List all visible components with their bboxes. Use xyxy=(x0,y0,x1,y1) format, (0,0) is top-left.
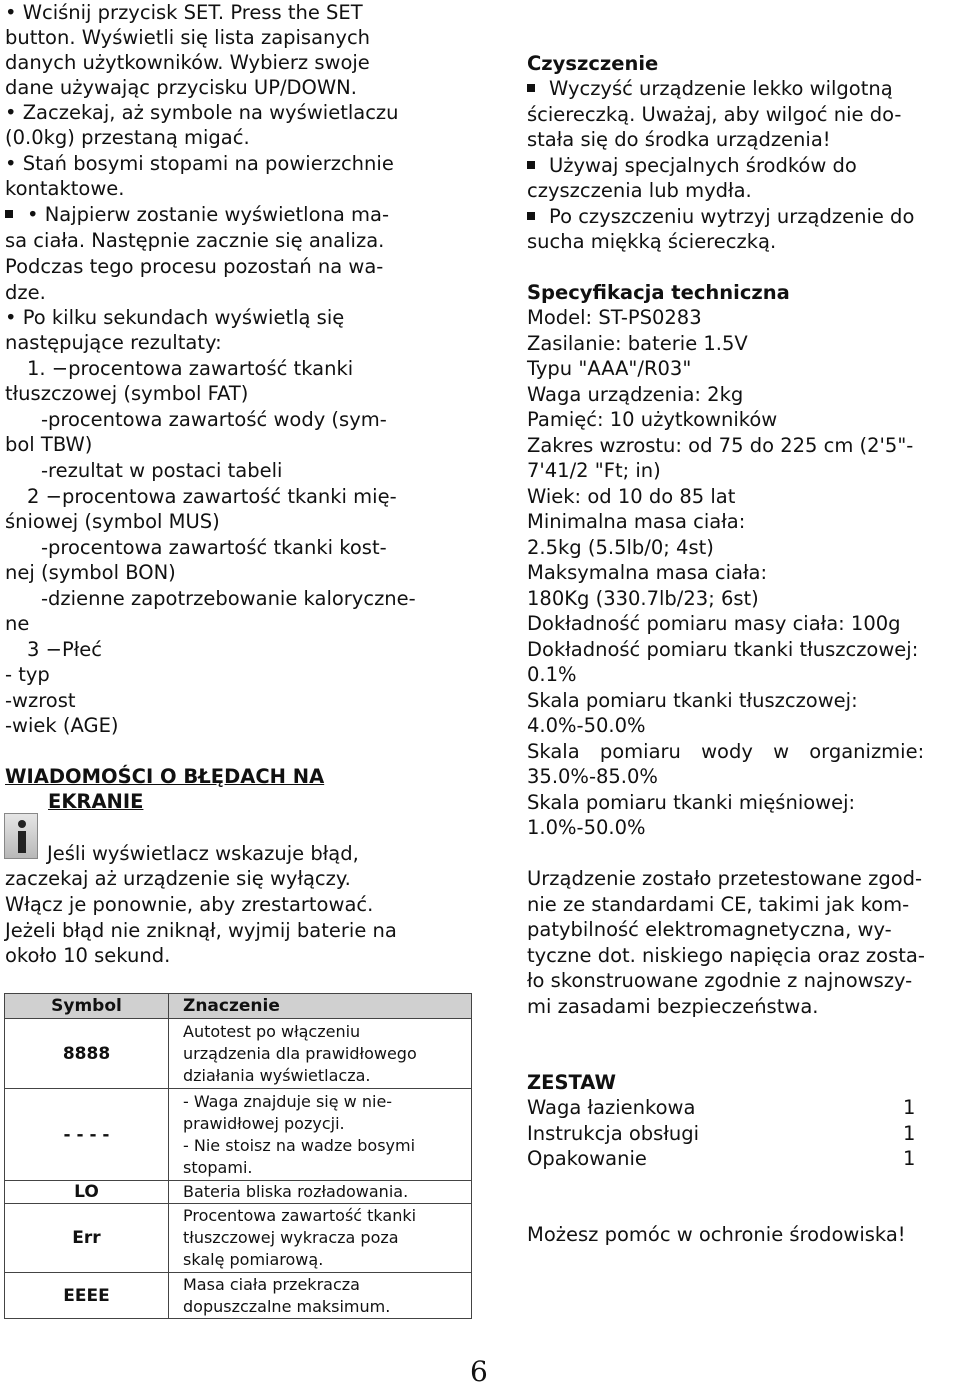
column-header-meaning: Znaczenie xyxy=(169,994,472,1019)
item-qty: 1 xyxy=(903,1122,916,1145)
text-line-content: Po czyszczeniu wytrzyj urządzenie do xyxy=(549,205,915,228)
spec-line: 4.0%-50.0% xyxy=(527,714,646,737)
meaning-line: - Nie stoisz na wadze bosymi xyxy=(183,1135,416,1155)
spec-line: Skala pomiaru tkanki tłuszczowej: xyxy=(527,689,858,712)
meaning-line: - Waga znajduje się w nie- xyxy=(183,1091,393,1111)
symbol-cell: - - - - xyxy=(5,1089,169,1181)
text-line: -wiek (AGE) xyxy=(5,714,119,737)
spec-line: Skala pomiaru tkanki mięśniowej: xyxy=(527,791,856,814)
text-line: dze. xyxy=(5,281,46,304)
table-row xyxy=(5,1019,472,1089)
meaning-line: Masa ciała przekracza xyxy=(183,1274,360,1294)
table-row xyxy=(5,1204,472,1273)
table-header-row xyxy=(5,994,472,1019)
table-row xyxy=(5,1089,472,1181)
spec-line: 0.1% xyxy=(527,663,577,686)
spec-line: Dokładność pomiaru tkanki tłuszczowej: xyxy=(527,638,919,661)
text-line: śniowej (symbol MUS) xyxy=(5,510,220,533)
spec-line: 35.0%-85.0% xyxy=(527,765,658,788)
text-line: tłuszczowej (symbol FAT) xyxy=(5,382,249,405)
section-heading: Specyfikacja techniczna xyxy=(527,281,790,304)
meaning-line: Procentowa zawartość tkanki xyxy=(183,1206,417,1225)
text-line: mi zasadami bezpieczeństwa. xyxy=(527,995,819,1018)
meaning-line: Autotest po włączeniu xyxy=(183,1021,361,1041)
text-line: - typ xyxy=(5,663,50,686)
item-name: Instrukcja obsługi xyxy=(527,1122,700,1145)
text-line: około 10 sekund. xyxy=(5,944,171,967)
text-line xyxy=(527,204,914,229)
error-table xyxy=(4,993,472,1319)
meaning-line: prawidłowej pozycji. xyxy=(183,1113,345,1133)
item-qty: 1 xyxy=(903,1147,916,1170)
text-line xyxy=(527,76,893,101)
text-line xyxy=(527,153,857,178)
section-heading: ZESTAW xyxy=(527,1071,617,1094)
spec-line: Pamięć: 10 użytkowników xyxy=(527,408,778,431)
section-heading: WIADOMOŚCI O BŁĘDACH NA xyxy=(5,765,325,788)
spec-line: Maksymalna masa ciała: xyxy=(527,561,768,584)
text-line: bol TBW) xyxy=(5,433,93,456)
spec-line: Skala pomiaru wody w organizmie: xyxy=(527,740,925,763)
text-line: • Zaczekaj, aż symbole na wyświetlaczu xyxy=(5,101,399,124)
item-name: Waga łazienkowa xyxy=(527,1096,696,1119)
item-qty: 1 xyxy=(903,1096,916,1119)
text-line: -dzienne zapotrzebowanie kaloryczne- xyxy=(41,587,416,610)
page-number: 6 xyxy=(470,1355,488,1388)
text-line: Urządzenie zostało przetestowane zgod- xyxy=(527,867,923,890)
text-line: nie ze standardami CE, takimi jak kom- xyxy=(527,893,910,916)
square-bullet-icon xyxy=(527,212,535,220)
text-line: Jeśli wyświetlacz wskazuje błąd, xyxy=(47,842,359,865)
spec-line: 7'41/2 "Ft; in) xyxy=(527,459,661,482)
spec-line: 1.0%-50.0% xyxy=(527,816,646,839)
info-icon xyxy=(4,813,38,859)
text-line: Włącz je ponownie, aby zrestartować. xyxy=(5,893,374,916)
symbol-cell: Err xyxy=(5,1204,169,1273)
spec-line: 180Kg (330.7lb/23; 6st) xyxy=(527,587,759,610)
text-line: następujące rezultaty: xyxy=(5,331,222,354)
text-line: sucha miękką ściereczką. xyxy=(527,230,777,253)
text-line: button. Wyświetli się lista zapisanych xyxy=(5,26,371,49)
text-line: dane używając przycisku UP/DOWN. xyxy=(5,76,357,99)
text-line: (0.0kg) przestaną migać. xyxy=(5,126,250,149)
symbol-cell: EEEE xyxy=(5,1273,169,1319)
square-bullet-icon xyxy=(5,210,13,218)
meaning-cell xyxy=(169,1019,472,1089)
table-row xyxy=(5,1181,472,1204)
meaning-cell xyxy=(169,1181,472,1204)
meaning-line: dopuszczalne maksimum. xyxy=(183,1296,391,1316)
spec-line: Zakres wzrostu: od 75 do 225 cm (2'5"- xyxy=(527,434,914,457)
spec-line: Zasilanie: baterie 1.5V xyxy=(527,332,748,355)
text-line: Podczas tego procesu pozostań na wa- xyxy=(5,255,384,278)
text-line: • Po kilku sekundach wyświetlą się xyxy=(5,306,345,329)
square-bullet-icon xyxy=(527,84,535,92)
spec-line: Waga urządzenia: 2kg xyxy=(527,383,744,406)
item-name: Opakowanie xyxy=(527,1147,647,1170)
meaning-line: urządzenia dla prawidłowego xyxy=(183,1043,417,1063)
meaning-line: tłuszczowej wykracza poza xyxy=(183,1228,399,1247)
section-heading: EKRANIE xyxy=(48,790,144,813)
meaning-line: skalę pomiarową. xyxy=(183,1250,324,1269)
text-line-content: Używaj specjalnych środków do xyxy=(549,154,857,177)
text-line: -rezultat w postaci tabeli xyxy=(41,459,283,482)
text-line: nej (symbol BON) xyxy=(5,561,176,584)
table-row xyxy=(5,1273,472,1319)
text-line: stała się do środka urządzenia! xyxy=(527,128,831,151)
text-line: 2 −procentowa zawartość tkanki mię- xyxy=(27,485,397,508)
text-line: kontaktowe. xyxy=(5,177,125,200)
text-line: ne xyxy=(5,612,30,635)
meaning-cell xyxy=(169,1273,472,1319)
text-line: -procentowa zawartość wody (sym- xyxy=(41,408,387,431)
spec-line: 2.5kg (5.5lb/0; 4st) xyxy=(527,536,714,559)
footer-note: Możesz pomóc w ochronie środowiska! xyxy=(527,1223,906,1246)
symbol-cell: 8888 xyxy=(5,1019,169,1089)
text-line: patybilność elektromagnetyczna, wy- xyxy=(527,918,892,941)
spec-line: Typu "AAA"/R03" xyxy=(527,357,692,380)
meaning-cell xyxy=(169,1204,472,1273)
text-line: zaczekaj aż urządzenie się wyłączy. xyxy=(5,867,351,890)
text-line: -procentowa zawartość tkanki kost- xyxy=(41,536,387,559)
text-line: sa ciała. Następnie zacznie się analiza. xyxy=(5,229,385,252)
text-line: ło skonstruowane zgodnie z najnowszy- xyxy=(527,969,913,992)
square-bullet-icon xyxy=(527,161,535,169)
text-line: czyszczenia lub mydła. xyxy=(527,179,752,202)
text-line-content: • Najpierw zostanie wyświetlona ma- xyxy=(27,203,389,226)
list-item xyxy=(527,1146,915,1171)
column-header-symbol: Symbol xyxy=(5,994,169,1019)
text-line: -wzrost xyxy=(5,689,76,712)
text-line: 3 −Płeć xyxy=(27,638,102,661)
text-line: ściereczką. Uważaj, aby wilgoć nie do- xyxy=(527,103,902,126)
meaning-cell xyxy=(169,1089,472,1181)
section-heading: Czyszczenie xyxy=(527,52,659,75)
meaning-line: Bateria bliska rozładowania. xyxy=(183,1182,409,1201)
text-line: tyczne dot. niskiego napięcia oraz zosta- xyxy=(527,944,925,967)
spec-line: Wiek: od 10 do 85 lat xyxy=(527,485,736,508)
text-line: • Stań bosymi stopami na powierzchnie xyxy=(5,152,394,175)
symbol-cell: LO xyxy=(5,1181,169,1204)
spec-line: Minimalna masa ciała: xyxy=(527,510,746,533)
meaning-line: działania wyświetlacza. xyxy=(183,1065,371,1085)
text-line: Jeżeli błąd nie zniknął, wyjmij baterie na xyxy=(5,919,397,942)
text-line: danych użytkowników. Wybierz swoje xyxy=(5,51,370,74)
text-line: 1. −procentowa zawartość tkanki xyxy=(27,357,354,380)
text-line: • Wciśnij przycisk SET. Press the SET xyxy=(5,1,363,24)
text-line xyxy=(5,202,389,227)
text-line-content: Wyczyść urządzenie lekko wilgotną xyxy=(549,77,893,100)
spec-line: Dokładność pomiaru masy ciała: 100g xyxy=(527,612,901,635)
spec-line: Model: ST-PS0283 xyxy=(527,306,702,329)
list-item xyxy=(527,1121,915,1146)
list-item xyxy=(527,1095,915,1120)
meaning-line: stopami. xyxy=(183,1157,253,1177)
